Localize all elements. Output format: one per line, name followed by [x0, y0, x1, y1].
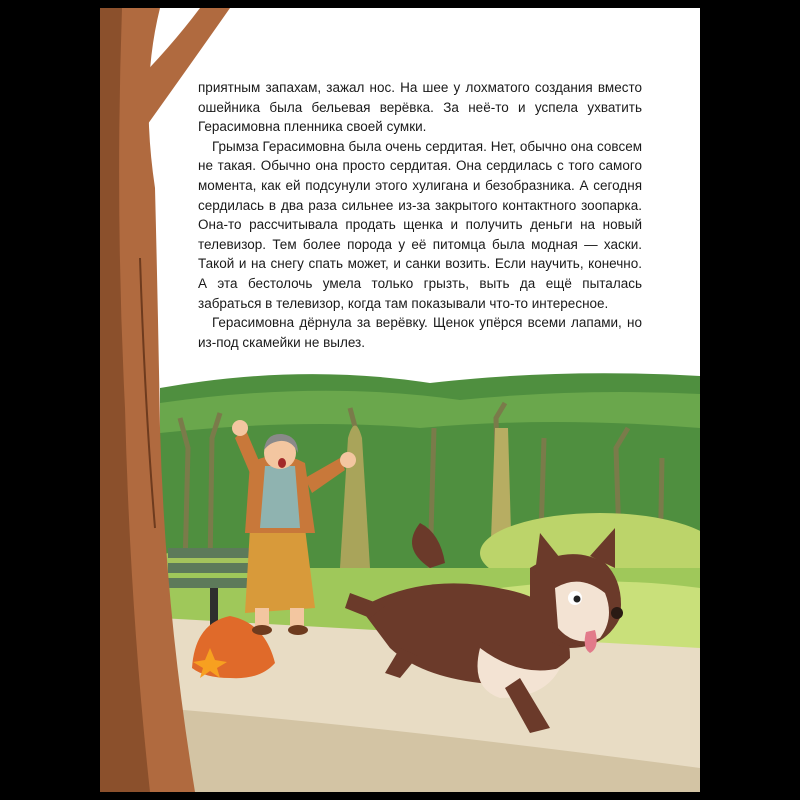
woman-shoe — [288, 625, 308, 635]
paragraph-2: Грымза Герасимовна была очень сердитая. Нет, обычно она совсем не такая. Обычно она просто сердитая. Она сердилась с того самого момента, как ей подсунули этого хулигана и безобразника. А сегодня сердилась в два раза сильнее из-за закрытого контактного зоопарка. Она-то рассчитывала продать щенка и получить деньги на новый телевизор. Тем более порода у её питомца была модная — хаски. Такой и на снегу спать может, и санки возить. Если научить, конечно. А эта бестолочь умела только грызть, выть да ещё пыталась забраться в телевизор, когда там показывали что-то интересное. — [198, 138, 642, 311]
puppy-pupil — [574, 596, 581, 603]
puppy-nose — [611, 607, 623, 619]
book-page — [100, 8, 700, 792]
woman-sweater — [260, 466, 300, 528]
woman-right-hand — [340, 452, 356, 468]
paragraph-3: Герасимовна дёрнула за верёвку. Щенок упёрся всеми лапами, но из-под скамейки не вылез. — [198, 315, 642, 350]
woman-left-hand — [232, 420, 248, 436]
woman-skirt — [245, 528, 315, 613]
paragraph-1: приятным запахам, зажал нос. На шее у лохматого создания вместо ошейника была бельевая верёвка. За неё-то и успела ухватить Герасимовна пленника своей сумки. — [198, 80, 642, 135]
puppy-face-mask — [555, 582, 609, 642]
story-text — [198, 78, 642, 352]
woman-shoe — [252, 625, 272, 635]
woman-mouth — [278, 458, 286, 468]
